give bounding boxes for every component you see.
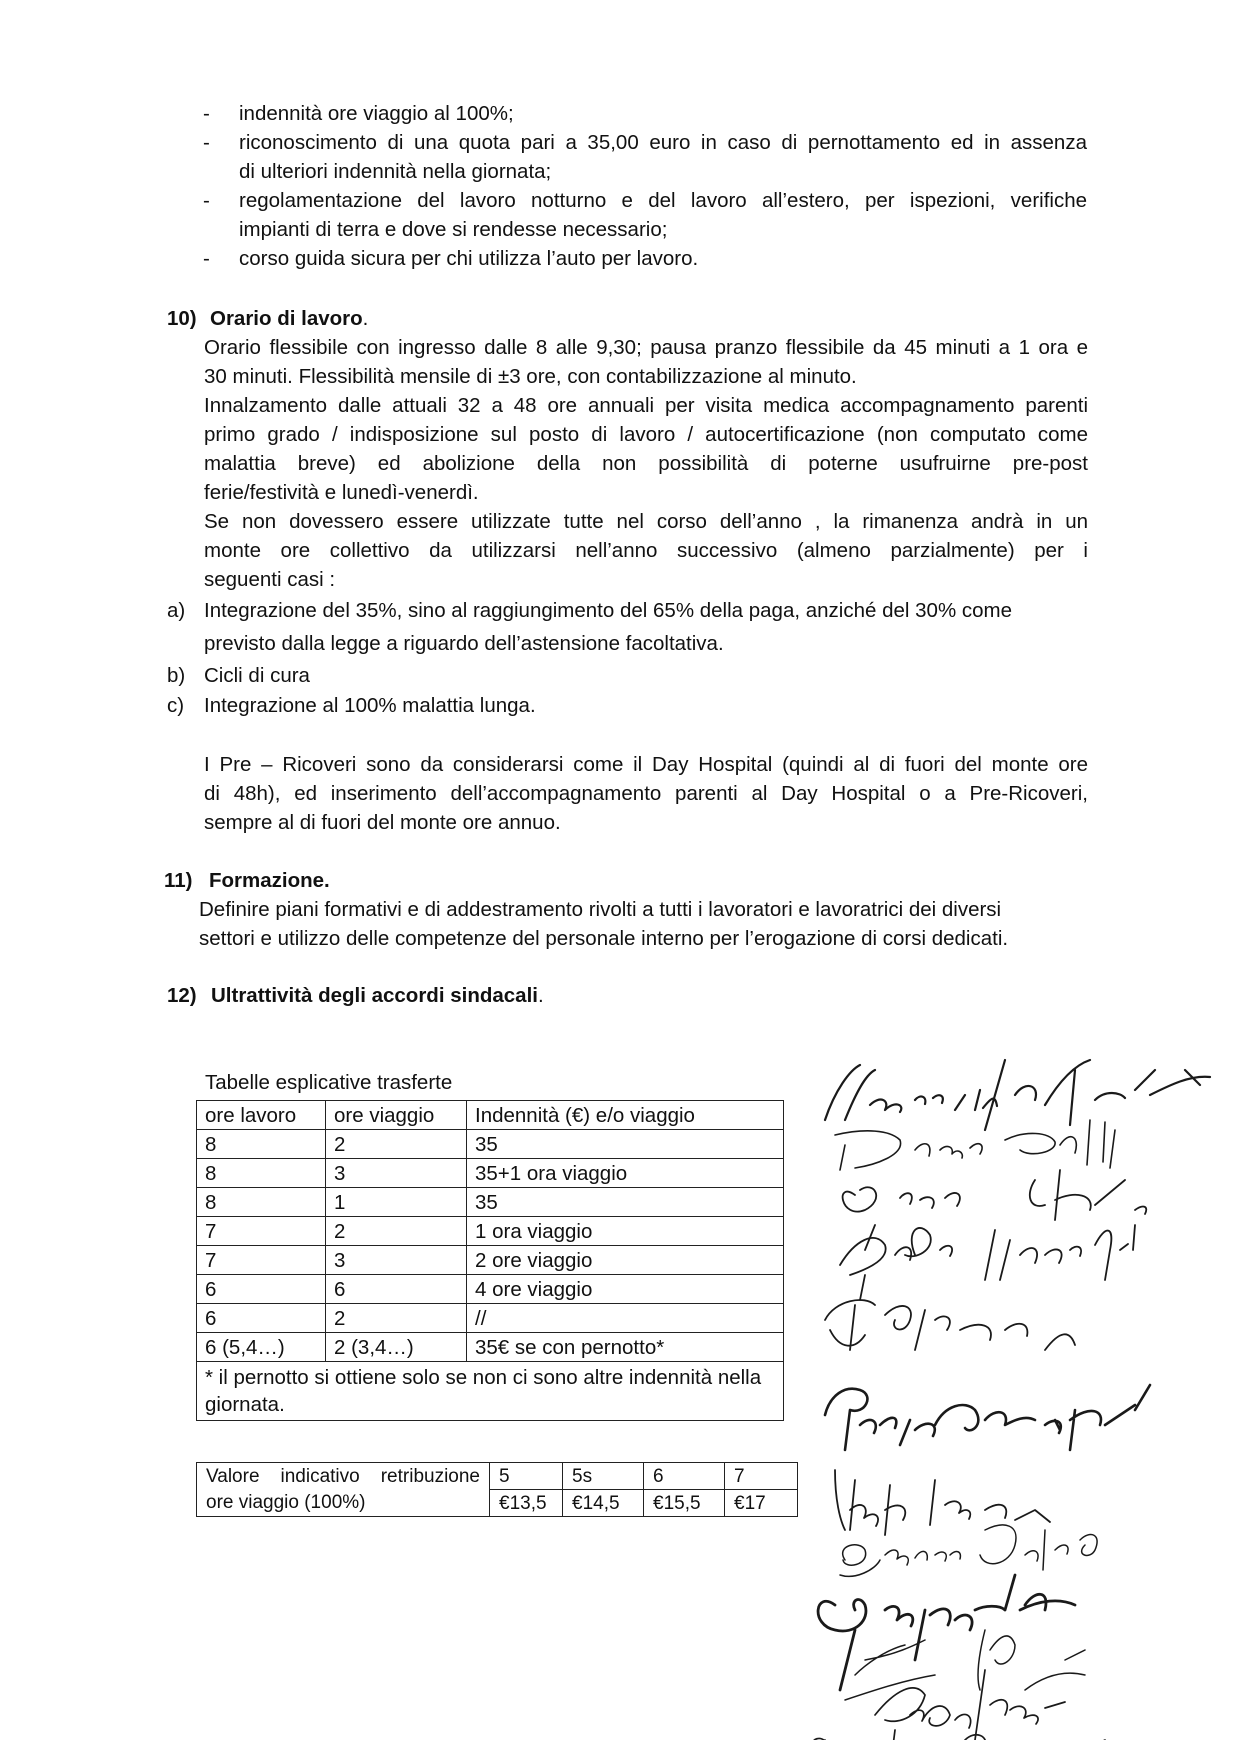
bullet-text-cont: impianti di terra e dove si rendesse necessario;: [239, 218, 668, 241]
paragraph-line: seguenti casi :: [204, 568, 336, 591]
table-cell: 1: [326, 1188, 467, 1217]
table-cell: 8: [197, 1188, 326, 1217]
table-footnote: * il pernotto si ottiene solo se non ci sono altre indennità nella giornata.: [197, 1362, 784, 1421]
value-cell: €17: [725, 1490, 798, 1517]
table-row: [197, 1130, 784, 1159]
table-row: [197, 1333, 784, 1362]
bullet-text: indennità ore viaggio al 100%;: [239, 102, 514, 125]
list-marker: b): [167, 664, 186, 687]
list-marker: a): [167, 599, 186, 622]
paragraph-line: Se non dovessero essere utilizzate tutte nel corso dell’anno , la rimanenza andrà in un: [204, 510, 1088, 533]
table-cell: 6 (5,4…): [197, 1333, 326, 1362]
table-cell: 6: [197, 1304, 326, 1333]
table-cell: 1 ora viaggio: [467, 1217, 784, 1246]
table-row: [197, 1463, 798, 1490]
table-cell: 7: [197, 1246, 326, 1275]
section-title: Formazione.: [209, 869, 330, 892]
table-cell: 4 ore viaggio: [467, 1275, 784, 1304]
table-cell: 35: [467, 1130, 784, 1159]
paragraph-line: di 48h), ed inserimento dell’accompagnamento parenti al Day Hospital o a Pre-Ricoveri,: [204, 782, 1088, 805]
bullet-text: corso guida sicura per chi utilizza l’auto per lavoro.: [239, 247, 699, 270]
table-cell: //: [467, 1304, 784, 1333]
section-title-suffix: .: [537, 984, 544, 1007]
table-row: [197, 1275, 784, 1304]
table-row: [197, 1217, 784, 1246]
table-cell: 35+1 ora viaggio: [467, 1159, 784, 1188]
table-cell: 3: [326, 1159, 467, 1188]
paragraph-line: 30 minuti. Flessibilità mensile di ±3 ore, con contabilizzazione al minuto.: [204, 365, 857, 388]
signature: [835, 1470, 1050, 1535]
table-header-cell: ore lavoro: [197, 1101, 326, 1130]
hours-cell: 5: [490, 1463, 563, 1490]
signature: [825, 1060, 1210, 1130]
signature: [840, 1525, 1097, 1576]
table-cell: 2 ore viaggio: [467, 1246, 784, 1275]
table-header-cell: Indennità (€) e/o viaggio: [467, 1101, 784, 1130]
hours-cell: 5s: [563, 1463, 644, 1490]
hours-cell: 6: [644, 1463, 725, 1490]
table-row: [197, 1188, 784, 1217]
table-header-row: [197, 1101, 784, 1130]
bullet-text: regolamentazione del lavoro notturno e del lavoro all’estero, per ispezioni, verifiche: [239, 189, 1087, 212]
value-cell: €13,5: [490, 1490, 563, 1517]
table-footnote-row: [197, 1362, 784, 1421]
paragraph-line: primo grado / indisposizione sul posto di lavoro / autocertificazione (non computato come: [204, 423, 1088, 446]
paragraph-line: Innalzamento dalle attuali 32 a 48 ore annuali per visita medica accompagnamento parenti: [204, 394, 1088, 417]
paragraph-line: settori e utilizzo delle competenze del personale interno per l’erogazione di corsi dedicati.: [199, 927, 1009, 950]
table-row: [197, 1246, 784, 1275]
table-cell: 35€ se con pernotto*: [467, 1333, 784, 1362]
table-cell: 2 (3,4…): [326, 1333, 467, 1362]
table-cell: 6: [326, 1275, 467, 1304]
paragraph-line: monte ore collettivo da utilizzarsi nell’anno successivo (almeno parzialmente) per i: [204, 539, 1088, 562]
table-cell: 7: [197, 1217, 326, 1246]
table-cell: 2: [326, 1130, 467, 1159]
paragraph-line: Definire piani formativi e di addestramento rivolti a tutti i lavoratori e lavoratrici dei diversi: [199, 898, 1002, 921]
paragraph-line: malattia breve) ed abolizione della non possibilità di poterne usufruirne pre-post: [204, 452, 1088, 475]
table-caption: Tabelle esplicative trasferte: [205, 1071, 453, 1094]
signature: [835, 1120, 1115, 1170]
table-row: [197, 1304, 784, 1333]
section-heading: [210, 304, 368, 333]
signature: [825, 1300, 1075, 1350]
table-cell: 2: [326, 1217, 467, 1246]
section-number: 10): [167, 307, 197, 330]
paragraph-line: ferie/festività e lunedì-venerdì.: [204, 481, 479, 504]
table-cell: 8: [197, 1159, 326, 1188]
table-header-cell: ore viaggio: [326, 1101, 467, 1130]
bullet-dash: -: [203, 189, 210, 212]
table-cell: 2: [326, 1304, 467, 1333]
signature: [840, 1225, 1135, 1300]
list-item-text: Integrazione del 35%, sino al raggiungimento del 65% della paga, anziché del 30% come: [204, 599, 1013, 622]
handwritten-signatures: [805, 1050, 1225, 1740]
bullet-text: riconoscimento di una quota pari a 35,00 euro in caso di pernottamento ed in assenza: [239, 131, 1087, 154]
bullet-dash: -: [203, 102, 210, 125]
list-marker: c): [167, 694, 185, 717]
signature: [812, 1735, 1105, 1740]
value-cell: €15,5: [644, 1490, 725, 1517]
section-number: 11): [164, 869, 193, 892]
paragraph-line: Orario flessibile con ingresso dalle 8 alle 9,30; pausa pranzo flessibile da 45 minuti a 1 ora e: [204, 336, 1088, 359]
table-cell: 6: [197, 1275, 326, 1304]
section-title: Ultrattività degli accordi sindacali: [211, 984, 538, 1007]
list-item-text-cont: previsto dalla legge a riguardo dell’astensione facoltativa.: [204, 632, 724, 655]
table-cell: 35: [467, 1188, 784, 1217]
section-title-suffix: .: [362, 307, 369, 330]
bullet-dash: -: [203, 247, 210, 270]
hours-cell: 7: [725, 1463, 798, 1490]
bullet-dash: -: [203, 131, 210, 154]
list-item-text: Integrazione al 100% malattia lunga.: [204, 694, 536, 717]
value-cell: €14,5: [563, 1490, 644, 1517]
table-cell: 8: [197, 1130, 326, 1159]
retribuzione-label: Valore indicativo retribuzione ore viaggio (100%): [197, 1463, 490, 1517]
signature: [845, 1630, 1085, 1700]
section-number: 12): [167, 984, 197, 1007]
table-row: [197, 1159, 784, 1188]
paragraph-line: I Pre – Ricoveri sono da considerarsi come il Day Hospital (quindi al di fuori del monte ore: [204, 753, 1088, 776]
signature: [843, 1170, 1147, 1250]
trasferte-table: [196, 1100, 784, 1421]
paragraph-line: sempre al di fuori del monte ore annuo.: [204, 811, 561, 834]
signature: [875, 1670, 1065, 1740]
bullet-text-cont: di ulteriori indennità nella giornata;: [239, 160, 552, 183]
retribuzione-table: [196, 1462, 798, 1517]
signature: [825, 1385, 1150, 1450]
table-cell: 3: [326, 1246, 467, 1275]
section-heading: [211, 981, 544, 1010]
list-item-text: Cicli di cura: [204, 664, 310, 687]
section-title: Orario di lavoro: [210, 307, 363, 330]
